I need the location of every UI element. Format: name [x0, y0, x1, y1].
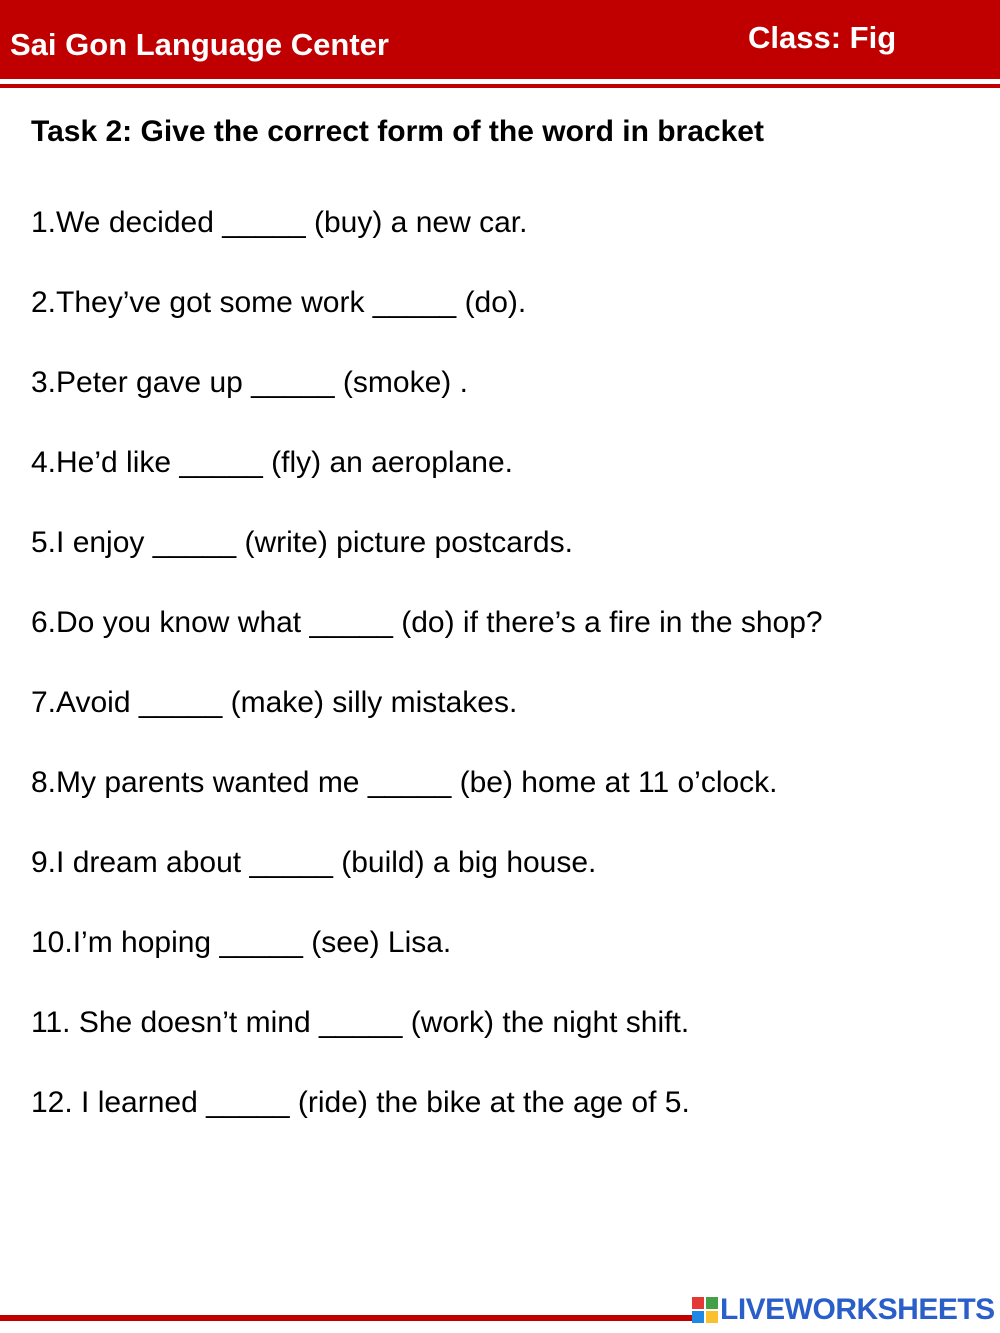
question-item: 3.Peter gave up _____ (smoke) .	[31, 366, 468, 399]
question-item: 2.They’ve got some work _____ (do).	[31, 286, 527, 319]
liveworksheets-logo-icon	[692, 1297, 718, 1323]
question-item: 10.I’m hoping _____ (see) Lisa.	[31, 926, 452, 959]
question-item: 8.My parents wanted me _____ (be) home at 11 o’clock.	[31, 766, 778, 799]
logo-square-red	[692, 1297, 704, 1309]
question-item: 9.I dream about _____ (build) a big house.	[31, 846, 597, 879]
question-item: 1.We decided _____ (buy) a new car.	[31, 206, 528, 239]
question-item: 4.He’d like _____ (fly) an aeroplane.	[31, 446, 513, 479]
watermark-text: LIVEWORKSHEETS	[720, 1293, 995, 1326]
header-divider	[0, 84, 1000, 88]
center-title: Sai Gon Language Center	[10, 27, 389, 62]
logo-square-green	[706, 1297, 718, 1309]
class-label: Class: Fig	[748, 20, 897, 55]
liveworksheets-watermark	[692, 1290, 1000, 1330]
question-item: 11. She doesn’t mind _____ (work) the night shift.	[31, 1006, 690, 1039]
task-heading: Task 2: Give the correct form of the word in bracket	[31, 115, 764, 148]
question-item: 6.Do you know what _____ (do) if there’s a fire in the shop?	[31, 606, 823, 639]
question-list	[31, 203, 823, 1163]
logo-square-yellow	[706, 1311, 718, 1323]
logo-square-blue	[692, 1311, 704, 1323]
question-item: 12. I learned _____ (ride) the bike at the age of 5.	[31, 1086, 690, 1119]
question-item: 7.Avoid _____ (make) silly mistakes.	[31, 686, 518, 719]
question-item: 5.I enjoy _____ (write) picture postcards.	[31, 526, 573, 559]
